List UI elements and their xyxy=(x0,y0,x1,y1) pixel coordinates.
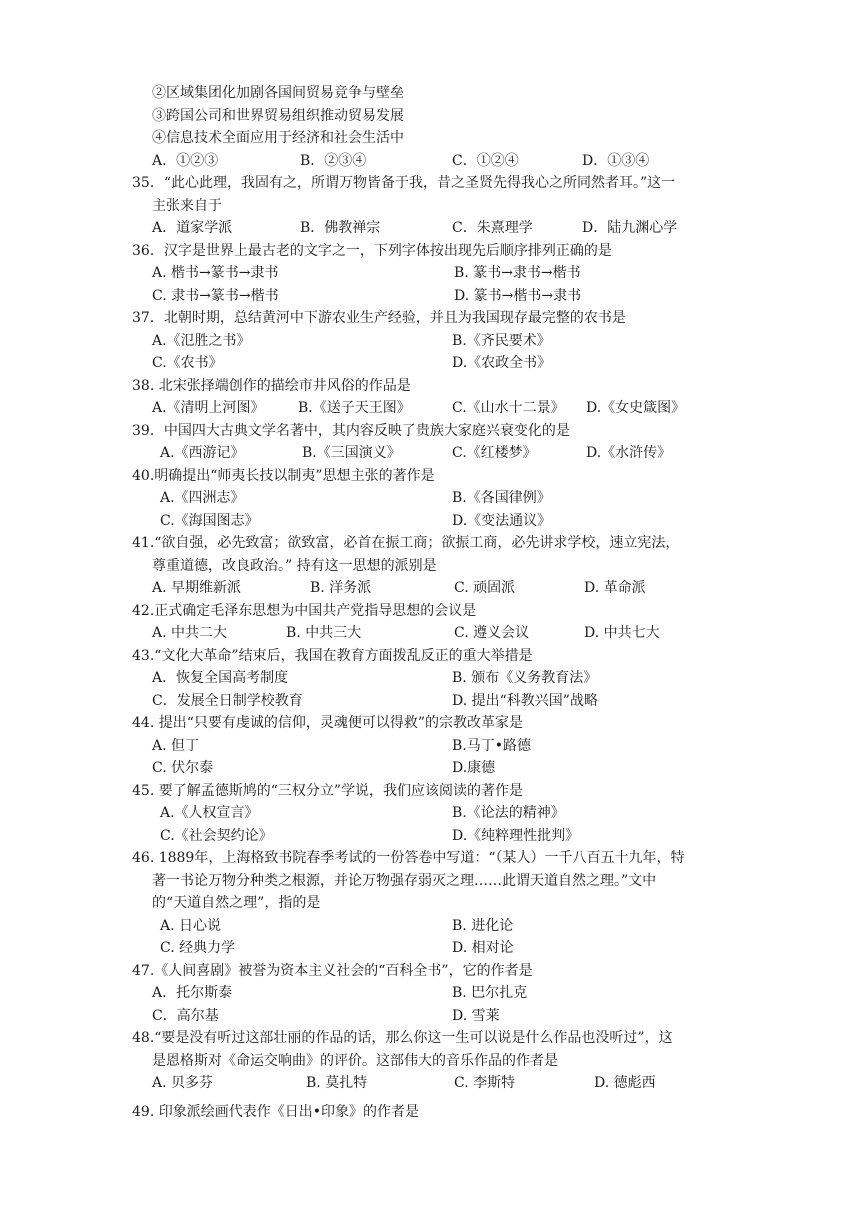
question-text: 46. 1889年，上海格致书院春季考试的一份答卷中写道：“（某人）一千八百五十九年，特 xyxy=(132,850,685,866)
option-b[interactable]: B.《齐民要术》 xyxy=(452,332,551,349)
q34-options xyxy=(132,150,742,173)
option-d[interactable]: D. 德彪西 xyxy=(594,1075,656,1091)
q36-stem xyxy=(132,240,742,263)
option-a[interactable]: A.《人权宣言》 xyxy=(160,805,259,821)
option-d[interactable]: D.《变法通议》 xyxy=(452,512,552,529)
q49-stem xyxy=(132,1101,742,1124)
question-text: 40.明确提出“师夷长技以制夷”思想主张的著作是 xyxy=(132,467,435,484)
option-c[interactable]: C. 李斯特 xyxy=(454,1075,516,1091)
option-d[interactable]: D.《水浒传》 xyxy=(586,445,672,461)
q41-stem xyxy=(132,532,742,555)
q40-stem xyxy=(132,465,742,488)
q45-options-row1 xyxy=(132,802,742,825)
option-b[interactable]: B. 巴尔扎克 xyxy=(452,985,528,1001)
option-b[interactable]: B.《三国演义》 xyxy=(302,445,401,461)
option-d[interactable]: D．①③④ xyxy=(582,152,650,169)
question-text: 41.“欲自强，必先致富；欲致富，必首在振工商；欲振工商，必先讲求学校，速立宪法， xyxy=(132,535,680,551)
option-c[interactable]: C.《红楼梦》 xyxy=(452,445,537,461)
question-list xyxy=(132,82,742,1123)
option-d[interactable]: D．陆九渊心学 xyxy=(582,220,678,236)
option-b[interactable]: B．②③④ xyxy=(300,152,367,169)
question-text: 44. 提出“只要有虔诚的信仰，灵魂便可以得救”的宗教改革家是 xyxy=(132,715,524,731)
option-a[interactable]: A．道家学派 xyxy=(152,220,233,236)
q41-stem-cont xyxy=(132,555,742,578)
question-text: 49. 印象派绘画代表作《日出•印象》的作者是 xyxy=(132,1103,419,1120)
q40-options-row2 xyxy=(132,510,742,533)
q36-options-row2 xyxy=(132,285,742,308)
option-a[interactable]: A．①②③ xyxy=(152,152,219,169)
q44-options-row1 xyxy=(132,735,742,758)
q47-options-row1 xyxy=(132,982,742,1005)
q38-options xyxy=(132,397,742,420)
option-b[interactable]: B. 中共三大 xyxy=(286,625,362,641)
option-c[interactable]: C.《农书》 xyxy=(152,355,223,371)
option-a[interactable]: A.《西游记》 xyxy=(160,445,245,461)
q35-stem xyxy=(132,172,742,195)
option-d[interactable]: D.《女史箴图》 xyxy=(586,400,686,416)
q38-stem xyxy=(132,375,742,398)
option-c[interactable]: C. 伏尔泰 xyxy=(152,760,214,776)
question-text: 42.正式确定毛泽东思想为中国共产党指导思想的会议是 xyxy=(132,602,477,619)
option-b[interactable]: B. 进化论 xyxy=(452,917,514,934)
q37-options-row2 xyxy=(132,352,742,375)
q48-options xyxy=(132,1072,742,1095)
option-b[interactable]: B.《送子天王图》 xyxy=(298,400,411,416)
option-b[interactable]: B. 洋务派 xyxy=(310,580,372,596)
option-b[interactable]: B.《各国律例》 xyxy=(452,490,551,506)
option-d[interactable]: D. 相对论 xyxy=(452,940,514,956)
q45-stem xyxy=(132,780,742,803)
q45-options-row2 xyxy=(132,825,742,848)
q46-stem xyxy=(132,847,742,870)
option-a[interactable]: A. 日心说 xyxy=(160,917,222,934)
statement-text: ②区域集团化加剧各国间贸易竞争与壁垒 xyxy=(152,85,404,101)
option-d[interactable]: D. 提出“科教兴国”战略 xyxy=(452,692,598,709)
q47-stem xyxy=(132,960,742,983)
q48-stem xyxy=(132,1027,742,1050)
q35-options xyxy=(132,217,742,240)
question-text: 是恩格斯对《命运交响曲》的评价。这部伟大的音乐作品的作者是 xyxy=(152,1052,558,1069)
q39-stem xyxy=(132,420,742,443)
question-text: 48.“要是没有听过这部壮丽的作品的话，那么你这一生可以说是什么作品也没听过”，这 xyxy=(132,1030,673,1046)
option-d[interactable]: D. 篆书→楷书→隶书 xyxy=(454,287,582,304)
question-text: 的“天道自然之理”，指的是 xyxy=(152,895,321,911)
q41-options xyxy=(132,577,742,600)
option-a[interactable]: A. 但丁 xyxy=(152,737,200,754)
question-text: 47.《人间喜剧》被誉为资本主义社会的“百科全书”，它的作者是 xyxy=(132,962,533,979)
q43-options-row2 xyxy=(132,690,742,713)
question-text: 尊重道德，改良政治。” 持有这一思想的派别是 xyxy=(152,557,437,574)
option-d[interactable]: D. 革命派 xyxy=(584,580,646,596)
q46-stem-cont xyxy=(132,870,742,893)
option-c[interactable]: C.《社会契约论》 xyxy=(160,827,273,844)
question-text: 36．汉字是世界上最古老的文字之一，下列字体按出现先后顺序排列正确的是 xyxy=(132,242,612,259)
option-c[interactable]: C．高尔基 xyxy=(152,1007,219,1024)
statement-3 xyxy=(132,105,742,128)
question-text: 39．中国四大古典文学名著中，其内容反映了贵族大家庭兴衰变化的是 xyxy=(132,422,570,439)
q46-stem-cont2 xyxy=(132,892,742,915)
option-c[interactable]: C．发展全日制学校教育 xyxy=(152,692,303,709)
option-d[interactable]: D.《农政全书》 xyxy=(452,355,552,371)
question-text: 35．“此心此理，我固有之，所谓万物皆备于我，昔之圣贤先得我心之所同然者耳。”这一 xyxy=(132,175,676,191)
option-c[interactable]: C.《海国图志》 xyxy=(160,512,259,529)
q48-stem-cont xyxy=(132,1050,742,1073)
q44-options-row2 xyxy=(132,757,742,780)
q42-stem xyxy=(132,600,742,623)
option-d[interactable]: D.《纯粹理性批判》 xyxy=(452,827,580,844)
question-text: 主张来自于 xyxy=(152,197,222,214)
statement-2 xyxy=(132,82,742,105)
question-text: 43.“文化大革命”结束后，我国在教育方面拨乱反正的重大举措是 xyxy=(132,647,533,664)
option-b[interactable]: B.马丁•路德 xyxy=(452,737,531,754)
option-a[interactable]: A.《清明上河图》 xyxy=(152,400,265,416)
q46-options-row2 xyxy=(132,937,742,960)
option-b[interactable]: B. 莫扎特 xyxy=(306,1075,368,1091)
question-text: 37．北朝时期，总结黄河中下游农业生产经验，并且为我国现存最完整的农书是 xyxy=(132,310,626,326)
q37-options-row1 xyxy=(132,330,742,353)
option-b[interactable]: B．佛教禅宗 xyxy=(300,220,381,236)
option-d[interactable]: D. 中共七大 xyxy=(584,625,660,641)
option-a[interactable]: A．托尔斯泰 xyxy=(152,985,233,1001)
q43-options-row1 xyxy=(132,667,742,690)
option-c[interactable]: C. 顽固派 xyxy=(454,580,516,596)
option-a[interactable]: A. 中共二大 xyxy=(152,625,228,641)
option-a[interactable]: A. 贝多芬 xyxy=(152,1075,214,1091)
q47-options-row2 xyxy=(132,1005,742,1028)
q43-stem xyxy=(132,645,742,668)
q42-options xyxy=(132,622,742,645)
q36-options-row1 xyxy=(132,262,742,285)
option-b[interactable]: B. 颁布《义务教育法》 xyxy=(452,670,598,686)
option-a[interactable]: A. 楷书→篆书→隶书 xyxy=(152,265,279,281)
statement-text: ④信息技术全面应用于经济和社会生活中 xyxy=(152,130,404,146)
q40-options-row1 xyxy=(132,487,742,510)
option-d[interactable]: D. 雪莱 xyxy=(452,1007,500,1024)
option-c[interactable]: C．朱熹理学 xyxy=(452,220,533,236)
question-text: 著一书论万物分种类之根源，并论万物强存弱灭之理……此谓天道自然之理。”文中 xyxy=(152,872,657,889)
question-text: 45. 要了解孟德斯鸠的“三权分立”学说，我们应该阅读的著作是 xyxy=(132,782,524,799)
option-a[interactable]: A.《四洲志》 xyxy=(160,490,245,506)
option-c[interactable]: C. 隶书→篆书→楷书 xyxy=(152,287,279,304)
option-d[interactable]: D.康德 xyxy=(452,760,496,776)
statement-4 xyxy=(132,127,742,150)
q44-stem xyxy=(132,712,742,735)
statement-text: ③跨国公司和世界贸易组织推动贸易发展 xyxy=(152,107,404,124)
option-c[interactable]: C. 遵义会议 xyxy=(454,625,530,641)
q37-stem xyxy=(132,307,742,330)
option-c[interactable]: C.《山水十二景》 xyxy=(452,400,565,416)
q46-options-row1 xyxy=(132,915,742,938)
question-text: 38. 北宋张择端创作的描绘市井风俗的作品是 xyxy=(132,377,411,394)
option-c[interactable]: C. 经典力学 xyxy=(160,940,236,956)
option-a[interactable]: A.《氾胜之书》 xyxy=(152,332,251,349)
option-a[interactable]: A．恢复全国高考制度 xyxy=(152,670,289,686)
q39-options xyxy=(132,442,742,465)
option-c[interactable]: C．①②④ xyxy=(452,152,519,169)
option-a[interactable]: A. 早期维新派 xyxy=(152,580,242,596)
option-b[interactable]: B. 篆书→隶书→楷书 xyxy=(454,265,581,281)
option-b[interactable]: B.《论法的精神》 xyxy=(452,805,565,821)
q35-stem-cont xyxy=(132,195,742,218)
